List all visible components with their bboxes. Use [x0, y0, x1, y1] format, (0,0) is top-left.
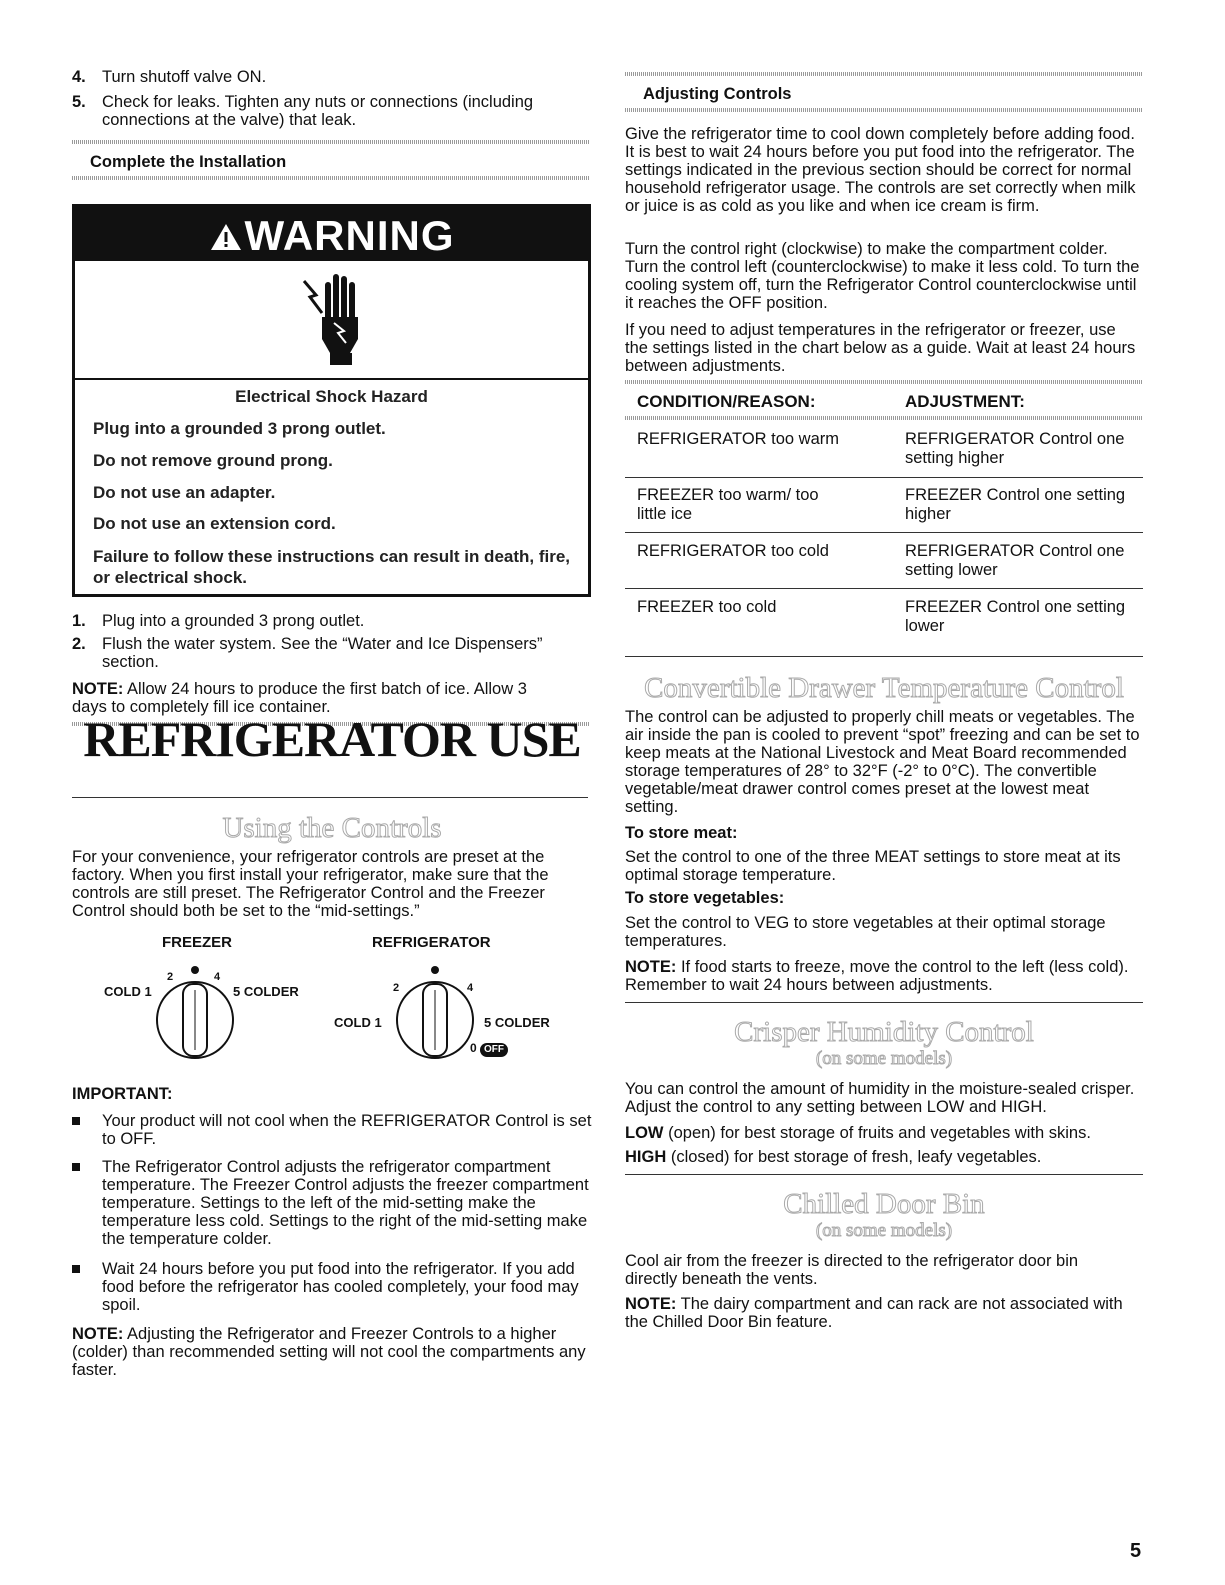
divider [72, 140, 590, 144]
warning-banner: WARNING [75, 207, 588, 261]
divider [625, 1002, 1143, 1003]
convertible-drawer-heading: Convertible Drawer Temperature Control [644, 672, 1124, 704]
adjusting-controls-heading: Adjusting Controls [643, 85, 792, 103]
convertible-drawer-text: The control can be adjusted to properly chill meats or vegetables. The air inside the pan is cooled to prevent “spot” freezing and can be set to keep meats at the National Livestock and Meat Board recommended storage temperatures of 28° to 32°F (-2° to 0°C). The convertible vegetable/meat drawer control comes preset at the lowest meat setting. [625, 708, 1140, 816]
note-first-batch: NOTE: Allow 24 hours to produce the first batch of ice. Allow 3 days to completely fill ice container. [72, 680, 527, 716]
refrigerator-dial-label: REFRIGERATOR [372, 934, 491, 951]
refrigerator-off-position: 0 OFF [470, 1041, 508, 1057]
divider [625, 380, 1143, 384]
chilled-subheading: (on some models) [815, 1220, 953, 1241]
crisper-humidity-heading: Crisper Humidity Control [734, 1016, 1034, 1048]
important-bullet: Your product will not cool when the REFRIGERATOR Control is set to OFF. [72, 1112, 592, 1148]
divider [625, 477, 1143, 478]
crisper-subheading: (on some models) [815, 1048, 953, 1069]
note-chilled: NOTE: The dairy compartment and can rack are not associated with the Chilled Door Bin feature. [625, 1295, 1123, 1331]
warning-line: Do not remove ground prong. [93, 451, 333, 470]
store-vegetables-label: To store vegetables: [625, 889, 785, 907]
chilled-door-bin-heading: Chilled Door Bin [783, 1188, 985, 1220]
store-meat-label: To store meat: [625, 824, 738, 842]
warning-line: Do not use an extension cord. [93, 514, 336, 533]
crisper-text: You can control the amount of humidity in the moisture-sealed crisper. Adjust the control to any setting between LOW and HIGH. [625, 1080, 1135, 1116]
adjusting-text-3: If you need to adjust temperatures in the refrigerator or freezer, use the settings listed in the chart below as a guide. Wait at least 24 hours between adjustments. [625, 321, 1136, 375]
freezer-dial-icon [140, 962, 250, 1062]
refrigerator-colder-label: 5 COLDER [484, 1015, 550, 1030]
divider [72, 797, 588, 798]
bullet-icon [72, 1163, 80, 1171]
freezer-dial-label: FREEZER [162, 934, 233, 951]
important-bullet: The Refrigerator Control adjusts the refrigerator compartment temperature. The Freezer Control adjusts the freezer compartment temperature. Settings to the left of the mid-setting make the temperature less cold. Settings to the right of the mid-setting make the temperature colder. [72, 1158, 592, 1248]
freezer-colder-label: 5 COLDER [233, 984, 299, 999]
divider [72, 176, 590, 180]
table-header-adjustment: ADJUSTMENT: [905, 392, 1025, 411]
warning-line: Failure to follow these instructions can result in death, fire, or electrical shock. [93, 547, 571, 587]
refrigerator-tick-2: 2 [393, 982, 400, 994]
freezer-tick-2: 2 [167, 971, 174, 983]
adjusting-text-2: Turn the control right (clockwise) to make the compartment colder. Turn the control left (counterclockwise) to make it less cold. To turn the cooling system off, turn the Refrigerator Control counterclockwise until it reaches the OFF position. [625, 240, 1140, 312]
important-label: IMPORTANT: [72, 1085, 173, 1103]
warning-triangle-icon [209, 222, 243, 252]
off-badge: OFF [480, 1043, 508, 1057]
store-vegetables-text: Set the control to VEG to store vegetables at their optimal storage temperatures. [625, 914, 1106, 950]
step-1: 1. Plug into a grounded 3 prong outlet. [72, 612, 365, 630]
complete-installation-heading: Complete the Installation [90, 153, 287, 171]
divider [625, 108, 1143, 112]
crisper-low-text: LOW (open) for best storage of fruits and vegetables with skins. [625, 1124, 1091, 1142]
section-title: REFRIGERATOR USE [83, 711, 581, 767]
using-controls-text: For your convenience, your refrigerator controls are preset at the factory. When you first install your refrigerator, make sure that the controls are still preset. The Refrigerator Control and the Freezer Control should both be set to the “mid-settings.” [72, 848, 549, 920]
store-meat-text: Set the control to one of the three MEAT settings to store meat at its optimal storage temperature. [625, 848, 1121, 884]
hazard-title: Electrical Shock Hazard [235, 387, 428, 406]
note-adjusting: NOTE: Adjusting the Refrigerator and Freezer Controls to a higher (colder) than recommended setting will not cool the compartments any faster. [72, 1325, 586, 1379]
divider [625, 656, 1143, 657]
page-number: 5 [1130, 1540, 1142, 1562]
warning-box [72, 204, 591, 597]
bullet-icon [72, 1117, 80, 1125]
warning-separator [75, 378, 588, 380]
electric-shock-hand-icon [300, 269, 372, 369]
step-5: 5. Check for leaks. Tighten any nuts or connections (including connections at the valve) that leak. [72, 93, 534, 129]
warning-line: Do not use an adapter. [93, 483, 276, 502]
refrigerator-cold-label: COLD 1 [334, 1015, 382, 1030]
divider [625, 588, 1143, 589]
step-4: 4. Turn shutoff valve ON. [72, 68, 267, 86]
important-bullet: Wait 24 hours before you put food into the refrigerator. If you add food before the refrigerator has cooled completely, your food may spoil. [72, 1260, 592, 1314]
bullet-icon [72, 1265, 80, 1273]
refrigerator-tick-4: 4 [467, 982, 474, 994]
divider [625, 1174, 1143, 1175]
divider [625, 416, 1143, 420]
adjusting-text-1: Give the refrigerator time to cool down completely before adding food. It is best to wait 24 hours before you put food into the refrigerator. The settings indicated in the previous section should be correct for normal household refrigerator usage. The controls are set correctly when milk or juice is as cold as you like and when ice cream is firm. [625, 125, 1136, 215]
step-2: 2. Flush the water system. See the “Water and Ice Dispensers” section. [72, 635, 543, 671]
crisper-high-text: HIGH (closed) for best storage of fresh, leafy vegetables. [625, 1148, 1042, 1166]
divider [625, 532, 1143, 533]
chilled-text: Cool air from the freezer is directed to the refrigerator door bin directly beneath the vents. [625, 1252, 1079, 1288]
freezer-tick-4: 4 [214, 971, 221, 983]
freezer-cold-label: COLD 1 [104, 984, 152, 999]
using-controls-heading: Using the Controls [222, 812, 442, 844]
table-header-condition: CONDITION/REASON: [637, 392, 816, 411]
warning-line: Plug into a grounded 3 prong outlet. [93, 419, 386, 438]
note-freeze: NOTE: If food starts to freeze, move the control to the left (less cold). Remember to wait 24 hours between adjustments. [625, 958, 1129, 994]
divider [625, 72, 1143, 76]
